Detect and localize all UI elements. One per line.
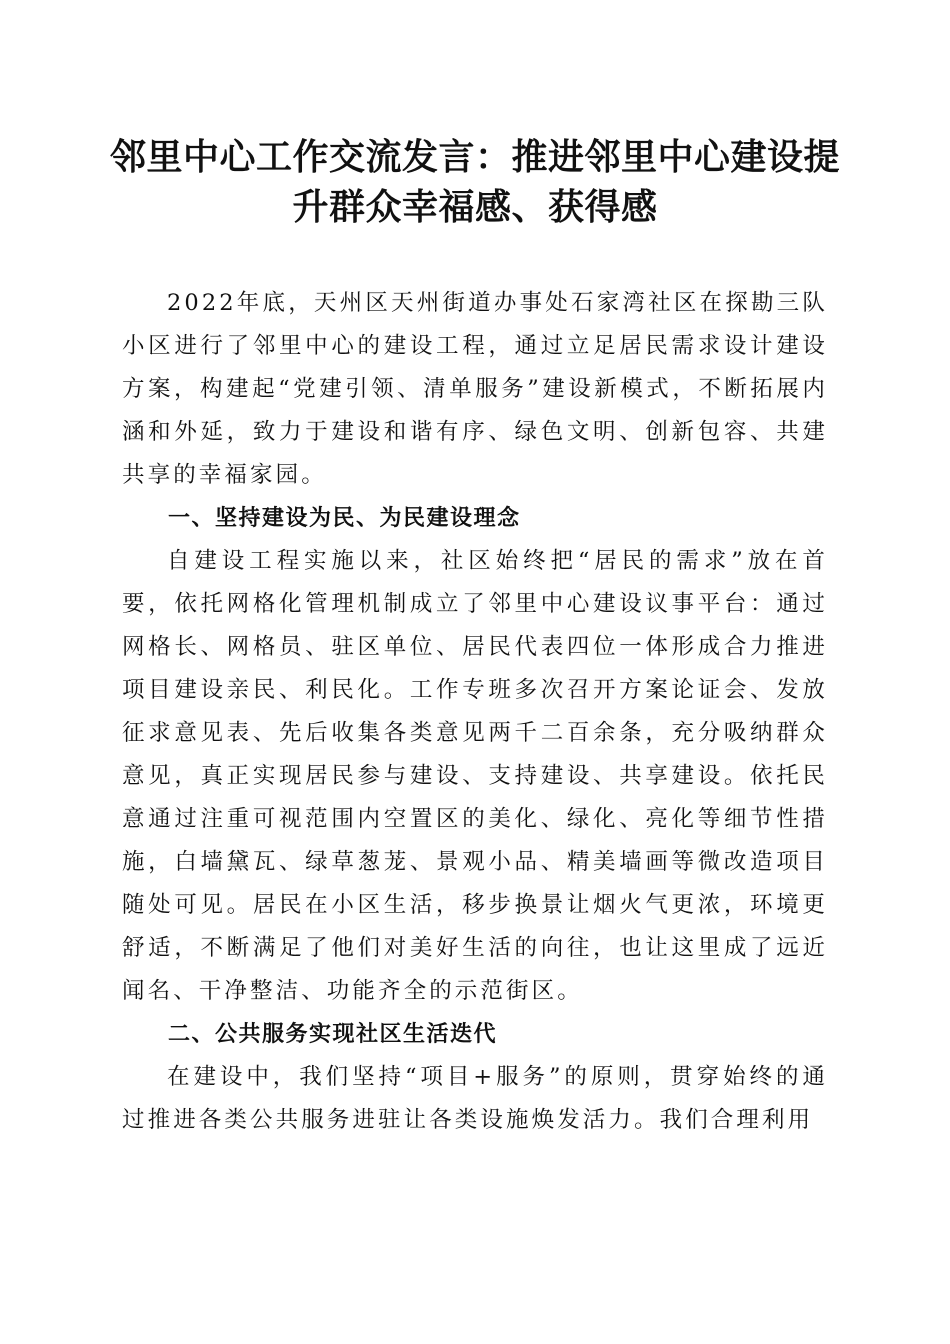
document-body xyxy=(122,282,828,1142)
section-heading-2: 二、公共服务实现社区生活迭代 xyxy=(168,1022,498,1047)
section-heading-1: 一、坚持建设为民、为民建设理念 xyxy=(168,506,521,531)
paragraph-section-2: 在建设中，我们坚持“项目+服务”的原则，贯穿始终的通过推进各类公共服务进驻让各类设施焕发活力。我们合理利用 xyxy=(122,1064,828,1133)
paragraph-section-1: 自建设工程实施以来，社区始终把“居民的需求”放在首要，依托网格化管理机制成立了邻里中心建设议事平台：通过网格长、网格员、驻区单位、居民代表四位一体形成合力推进项目建设亲民、利民化。工作专班多次召开方案论证会、发放征求意见表、先后收集各类意见两千二百余条，充分吸纳群众意见，真正实现居民参与建设、支持建设、共享建设。依托民意通过注重可视范围内空置区的美化、绿化、亮化等细节性措施，白墙黛瓦、绿草葱茏、景观小品、精美墙画等微改造项目随处可见。居民在小区生活，移步换景让烟火气更浓，环境更舒适，不断满足了他们对美好生活的向往，也让这里成了远近闻名、干净整洁、功能齐全的示范街区。 xyxy=(122,548,828,1004)
paragraph-intro: 2022年底，天州区天州街道办事处石家湾社区在探勘三队小区进行了邻里中心的建设工程，通过立足居民需求设计建设方案，构建起“党建引领、清单服务”建设新模式，不断拓展内涵和外延，致力于建设和谐有序、绿色文明、创新包容、共建共享的幸福家园。 xyxy=(122,290,828,488)
document-title: 邻里中心工作交流发言：推进邻里中心建设提升群众幸福感、获得感 xyxy=(110,136,841,228)
